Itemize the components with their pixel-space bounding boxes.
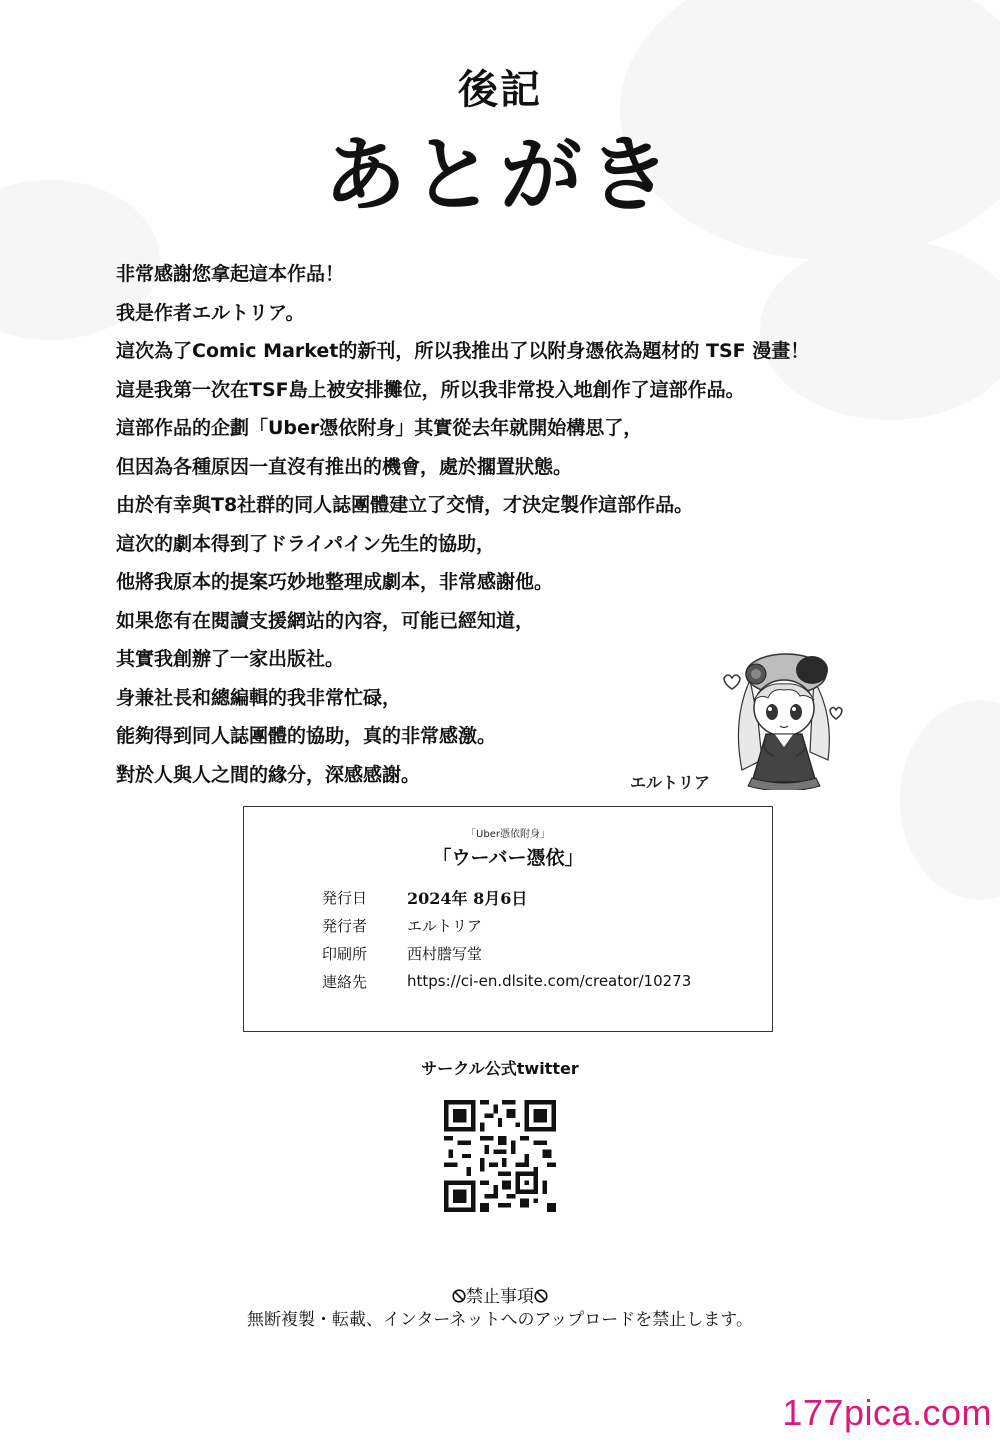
body-line: 這部作品的企劃「Uber憑依附身」其實從去年就開始構思了， (116, 417, 643, 439)
colophon-value: 2024年 8月6日 (407, 888, 528, 908)
afterword-title: あとがき (323, 127, 676, 223)
prohibition-text: 無断複製・転載、インターネットへのアップロードを禁止します。 (247, 1310, 753, 1330)
circle-twitter-label: サークル公式twitter (421, 1059, 579, 1078)
body-line: 由於有幸與T8社群的同人誌團體建立了交情，才決定製作這部作品。 (116, 494, 694, 516)
no-entry-icon (534, 1289, 548, 1303)
colophon-box (243, 806, 773, 1032)
colophon-label: 印刷所 (322, 944, 368, 963)
no-entry-icon (452, 1289, 466, 1303)
body-line: 能夠得到同人誌團體的協助，真的非常感激。 (116, 725, 497, 747)
site-watermark: 177pica.com (782, 1392, 992, 1433)
background-blob (900, 700, 1000, 900)
colophon-value: エルトリア (407, 916, 483, 935)
prohibition-title (0, 1282, 1000, 1307)
character-name: エルトリア (630, 773, 711, 792)
colophon-row-printer (322, 939, 742, 967)
body-line: 如果您有在閱讀支援網站的內容，可能已經知道， (116, 609, 535, 632)
colophon-series: 「Uber憑依附身」 (466, 829, 550, 840)
colophon-label: 連絡先 (322, 972, 368, 991)
colophon-row-contact (322, 967, 742, 995)
colophon-rows (322, 883, 742, 995)
colophon-value: 西村謄写堂 (407, 944, 483, 963)
colophon-label: 発行者 (322, 916, 368, 935)
body-line: 身兼社長和總編輯的我非常忙碌， (116, 686, 402, 709)
body-line: 對於人與人之間的緣分，深感感謝。 (116, 763, 421, 786)
contact-link[interactable]: https://ci-en.dlsite.com/creator/10273 (407, 972, 692, 990)
body-line: 這次的劇本得到了ドライパイン先生的協助， (116, 532, 496, 555)
colophon-label: 発行日 (322, 888, 368, 907)
prohibition-title-text: 禁止事項 (466, 1287, 534, 1307)
body-line: 他將我原本的提案巧妙地整理成劇本，非常感謝他。 (116, 571, 554, 593)
colophon-row-publisher (322, 911, 742, 939)
colophon-row-date (322, 883, 742, 911)
body-line: 但因為各種原因一直沒有推出的機會，處於擱置狀態。 (116, 455, 573, 478)
chibi-girl-illustration (712, 640, 852, 790)
body-line: 這次為了Comic Market的新刊，所以我推出了以附身憑依為題材的 TSF 漫畫！ (116, 340, 810, 362)
body-line: 其實我創辦了一家出版社。 (116, 648, 345, 670)
body-line: 我是作者エルトリア。 (116, 301, 305, 324)
qr-code-icon[interactable] (444, 1100, 556, 1212)
afterword-subtitle: 後記 (458, 67, 542, 113)
body-line: 這是我第一次在TSF島上被安排攤位，所以我非常投入地創作了這部作品。 (116, 378, 745, 401)
colophon-title: 「ウーバー憑依」 (432, 847, 584, 869)
body-line: 非常感謝您拿起這本作品！ (116, 263, 345, 285)
